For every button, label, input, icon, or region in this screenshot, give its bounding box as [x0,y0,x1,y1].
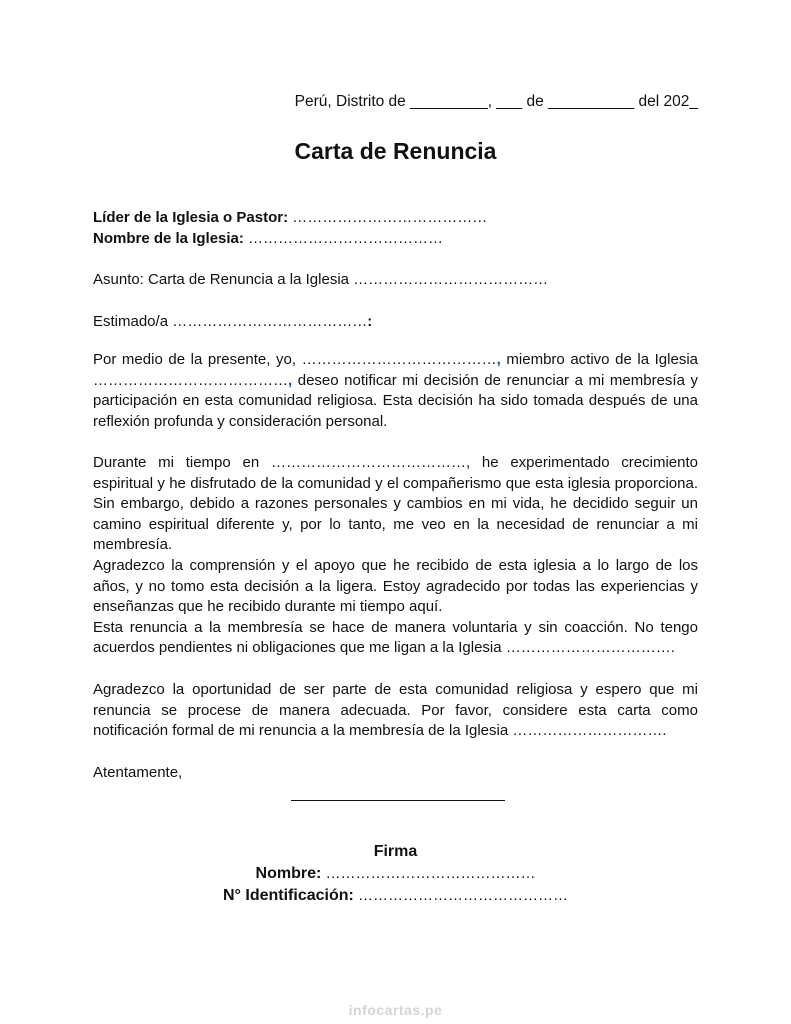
leader-line [93,207,487,228]
greeting-text: Estimado/a ………………………………… [93,313,368,330]
id-label: N° Identificación: [222,887,354,904]
signature-label: Firma [373,843,418,860]
p1-part-c: deseo notificar mi decisión de renunciar a mi membresía y participación en esta comunidad religiosa. Esta decisión ha sido tomada después de una reflexión profunda y consideración personal. [93,371,698,430]
date-line: Perú, Distrito de _________, ___ de __________ del 202_ [294,93,698,110]
watermark: infocartas.pe [348,1002,443,1018]
greeting-line [93,311,372,332]
page-title: Carta de Renuncia [294,138,497,164]
name-line [0,865,791,883]
p1-part-b: miembro activo de la Iglesia ………………………………… [93,351,698,389]
signature-line [291,800,505,801]
leader-value: ………………………………… [288,209,488,226]
id-value: …………………………………… [353,887,569,904]
greeting-colon: : [367,313,373,330]
paragraph-5: Agradezco la oportunidad de ser parte de esta comunidad religiosa y espero que mi renuncia se procese de manera adecuada. Por favor, considere esta carta como notificación formal de mi renuncia a la membresía de la Iglesia …………………………. [93,681,698,740]
paragraph-2: Durante mi tiempo en …………………………………, he experimentado crecimiento espiritual y he disfrutado de la comunidad y el compañerismo que esta iglesia proporciona. Sin embargo, debido a razones personales y cambios en mi vida, he decidido seguir un camino espiritual diferente y, por lo tanto, me veo en la necesidad de renunciar a mi membresía. [93,454,698,554]
church-value: ………………………………… [243,230,444,247]
p1-comma-2: , [288,371,293,389]
church-label: Nombre de la Iglesia: [93,230,244,247]
paragraph-4: Esta renuncia a la membresía se hace de manera voluntaria y sin coacción. No tengo acuerdos pendientes ni obligaciones que me ligan a la Iglesia ……………………………. [93,618,698,657]
p1-comma-1: , [496,351,501,368]
subject-line: Asunto: Carta de Renuncia a la Iglesia ………………………………… [93,271,549,288]
leader-label: Líder de la Iglesia o Pastor: [93,209,289,226]
paragraph-2-block [93,453,698,659]
church-line [93,228,443,249]
id-line [0,887,791,905]
closing: Atentamente, [93,764,183,781]
name-value: …………………………………… [321,865,536,882]
paragraph-3: Agradezco la comprensión y el apoyo que he recibido de esta iglesia a lo largo de los años, y no tomo esta decisión a la ligera. Estoy agradecido por todas las experiencias y enseñanzas que he recibido durante mi tiempo aquí. [93,556,698,616]
p1-part-a: Por medio de la presente, yo, ………………………………… [93,351,497,368]
name-label: Nombre: [255,865,322,882]
paragraph-1 [93,350,698,432]
